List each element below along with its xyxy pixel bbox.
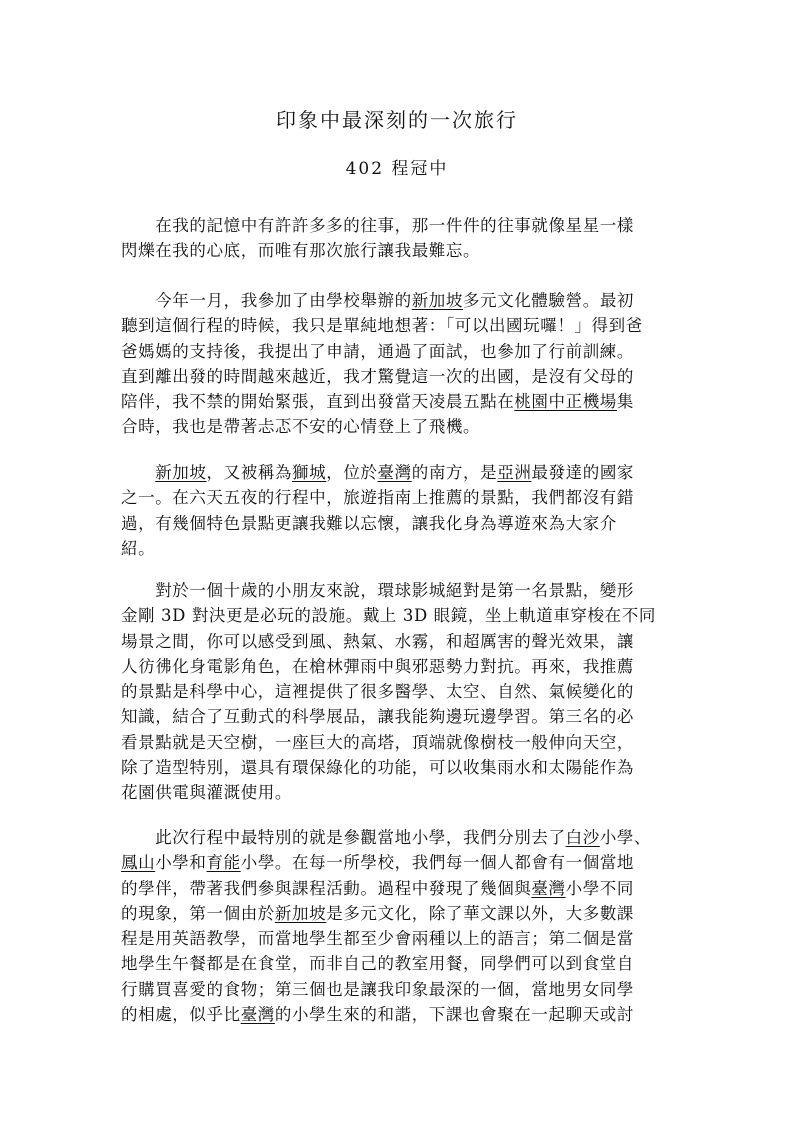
paragraph-3 xyxy=(121,460,681,561)
text-line: 聽到這個行程的時候，我只是單純地想著：「可以出國玩囉！」得到爸 xyxy=(121,316,643,336)
text-line: 的景點是科學中心，這裡提供了很多醫學、太空、自然、氣候變化的 xyxy=(121,682,634,702)
text-line: 知識，結合了互動式的科學展品，讓我能夠邊玩邊學習。第三名的必 xyxy=(121,707,634,727)
underlined-term: 育能 xyxy=(206,853,241,873)
text-line: 爸媽媽的支持後，我提出了申請，通過了面試，也參加了行前訓練。 xyxy=(121,341,634,361)
paragraph-5 xyxy=(121,825,681,1027)
underlined-term: 鳳山 xyxy=(121,853,156,873)
paragraph-4 xyxy=(121,578,681,806)
underlined-term: 臺灣 xyxy=(377,463,412,482)
underlined-term: 新加坡 xyxy=(155,463,207,482)
text-line: 直到離出發的時間越來越近，我才驚覺這一次的出國，是沒有父母的 xyxy=(121,366,634,386)
text-line: 閃爍在我的心底，而唯有那次旅行讓我最難忘。 xyxy=(121,241,481,261)
underlined-term: 白沙 xyxy=(565,828,600,847)
text-line: 人彷彿化身電影角色，在槍林彈雨中與邪惡勢力對抗。再來，我推薦 xyxy=(121,656,634,676)
text-line: 程是用英語教學，而當地學生都至少會兩種以上的語言；第二個是當 xyxy=(121,929,634,949)
text-line: 的相處，似乎比臺灣的小學生來的和諧，下課也會聚在一起聊天或討 xyxy=(121,1005,635,1025)
text-line: 花園供電與灌溉使用。 xyxy=(121,783,292,803)
underlined-term: 獅城 xyxy=(292,463,327,482)
text-line: 新加坡，又被稱為獅城，位於臺灣的南方，是亞洲最發達的國家 xyxy=(155,463,635,482)
text-line: 對於一個十歲的小朋友來說，環球影城絕對是第一名景點，變形 xyxy=(121,581,634,600)
text-line: 的現象，第一個由於新加坡是多元文化，除了華文課以外，大多數課 xyxy=(121,903,635,923)
text-line: 金剛 3D 對決更是必玩的設施。戴上 3D 眼鏡，坐上軌道車穿梭在不同 xyxy=(121,606,656,626)
text-line: 過，有幾個特色景點更讓我難以忘懷，讓我化身為導遊來為大家介 xyxy=(121,513,617,533)
text-line: 紹。 xyxy=(121,538,156,558)
text-line: 除了造型特別，還具有環保綠化的功能，可以收集雨水和太陽能作為 xyxy=(121,758,634,778)
text-line: 的學伴，帶著我們參與課程活動。過程中發現了幾個與臺灣小學不同 xyxy=(121,878,635,898)
text-line: 場景之間，你可以感受到風、熱氣、水霧，和超厲害的聲光效果，讓 xyxy=(121,631,634,651)
underlined-term: 臺灣 xyxy=(531,878,566,898)
paragraph-2 xyxy=(121,288,681,440)
text-line: 在我的記憶中有許許多多的往事，那一件件的往事就像星星一樣 xyxy=(121,216,634,235)
underlined-term: 新加坡 xyxy=(274,903,327,923)
text-line: 今年一月，我參加了由學校舉辦的新加坡多元文化體驗營。最初 xyxy=(121,291,635,310)
text-line: 行購買喜愛的食物；第三個也是讓我印象最深的一個，當地男女同學 xyxy=(121,979,634,999)
text-line: 此次行程中最特別的就是參觀當地小學，我們分別去了白沙小學、 xyxy=(121,828,652,847)
text-line: 合時，我也是帶著忐忑不安的心情登上了飛機。 xyxy=(121,417,481,437)
paragraph-1 xyxy=(121,213,681,264)
text-line: 陪伴，我不禁的開始緊張，直到出發當天凌晨五點在桃園中正機場集 xyxy=(121,392,635,412)
author-line: 402 程冠中 xyxy=(345,159,449,179)
text-line: 鳳山小學和育能小學。在每一所學校，我們每一個人都會有一個當地 xyxy=(121,853,635,873)
underlined-term: 桃園中正機場 xyxy=(514,392,617,412)
document-title: 印象中最深刻的一次旅行 xyxy=(276,108,518,132)
underlined-term: 新加坡 xyxy=(411,291,464,310)
text-line: 之一。在六天五夜的行程中，旅遊指南上推薦的景點，我們都沒有錯 xyxy=(121,488,634,508)
text-line: 看景點就是天空樹，一座巨大的高塔，頂端就像樹枝一般伸向天空， xyxy=(121,732,634,752)
underlined-term: 亞洲 xyxy=(497,463,532,482)
underlined-term: 臺灣 xyxy=(240,1005,275,1025)
text-line: 地學生午餐都是在食堂，而非自己的教室用餐，同學們可以到食堂自 xyxy=(121,954,634,974)
